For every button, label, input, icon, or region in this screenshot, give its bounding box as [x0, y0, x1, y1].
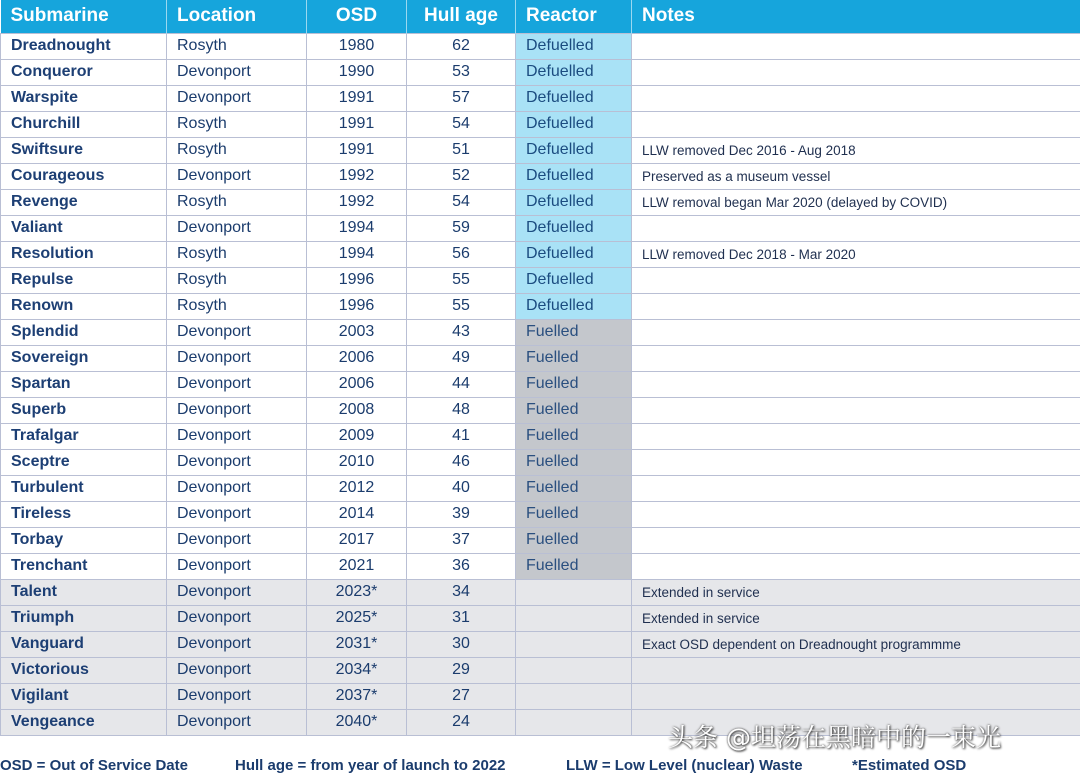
cell-location: Devonport [167, 579, 307, 605]
table-row [1, 579, 1080, 605]
cell-location: Devonport [167, 59, 307, 85]
cell-reactor: Fuelled [516, 501, 632, 527]
cell-submarine: Resolution [1, 241, 167, 267]
cell-osd: 2009 [307, 423, 407, 449]
cell-hull-age: 52 [407, 163, 516, 189]
cell-reactor [516, 605, 632, 631]
table-row [1, 137, 1080, 163]
cell-submarine: Turbulent [1, 475, 167, 501]
cell-reactor: Defuelled [516, 59, 632, 85]
cell-hull-age: 40 [407, 475, 516, 501]
table-row [1, 33, 1080, 59]
cell-osd: 1991 [307, 111, 407, 137]
legend [0, 756, 1080, 774]
cell-submarine: Victorious [1, 657, 167, 683]
table-row [1, 111, 1080, 137]
table-body [1, 33, 1080, 735]
table-row [1, 319, 1080, 345]
cell-hull-age: 53 [407, 59, 516, 85]
cell-notes [632, 657, 1080, 683]
table-row [1, 449, 1080, 475]
cell-osd: 1980 [307, 33, 407, 59]
cell-reactor: Fuelled [516, 397, 632, 423]
table-row [1, 605, 1080, 631]
cell-location: Rosyth [167, 189, 307, 215]
header-location: Location [167, 0, 307, 33]
cell-notes [632, 267, 1080, 293]
cell-submarine: Talent [1, 579, 167, 605]
cell-osd: 2017 [307, 527, 407, 553]
cell-reactor: Defuelled [516, 189, 632, 215]
header-osd: OSD [307, 0, 407, 33]
cell-submarine: Valiant [1, 215, 167, 241]
table-row [1, 267, 1080, 293]
table-row [1, 215, 1080, 241]
cell-notes [632, 449, 1080, 475]
cell-reactor: Defuelled [516, 85, 632, 111]
cell-hull-age: 46 [407, 449, 516, 475]
cell-location: Rosyth [167, 137, 307, 163]
cell-notes: LLW removal began Mar 2020 (delayed by COVID) [632, 189, 1080, 215]
cell-hull-age: 48 [407, 397, 516, 423]
cell-hull-age: 31 [407, 605, 516, 631]
cell-location: Devonport [167, 215, 307, 241]
cell-osd: 2040* [307, 709, 407, 735]
cell-reactor: Defuelled [516, 137, 632, 163]
table-row [1, 85, 1080, 111]
cell-osd: 1991 [307, 137, 407, 163]
cell-submarine: Torbay [1, 527, 167, 553]
cell-location: Devonport [167, 163, 307, 189]
cell-osd: 2003 [307, 319, 407, 345]
cell-submarine: Vigilant [1, 683, 167, 709]
cell-osd: 1990 [307, 59, 407, 85]
table-row [1, 631, 1080, 657]
cell-location: Devonport [167, 709, 307, 735]
cell-reactor: Fuelled [516, 423, 632, 449]
cell-osd: 2006 [307, 345, 407, 371]
cell-submarine: Tireless [1, 501, 167, 527]
cell-notes: LLW removed Dec 2018 - Mar 2020 [632, 241, 1080, 267]
cell-osd: 2008 [307, 397, 407, 423]
cell-location: Devonport [167, 683, 307, 709]
cell-submarine: Sceptre [1, 449, 167, 475]
cell-osd: 1994 [307, 241, 407, 267]
cell-reactor: Fuelled [516, 319, 632, 345]
cell-osd: 2006 [307, 371, 407, 397]
table-row [1, 241, 1080, 267]
table-row [1, 527, 1080, 553]
cell-notes [632, 111, 1080, 137]
table-row [1, 345, 1080, 371]
cell-reactor: Fuelled [516, 345, 632, 371]
cell-hull-age: 51 [407, 137, 516, 163]
cell-submarine: Warspite [1, 85, 167, 111]
cell-notes [632, 345, 1080, 371]
cell-notes [632, 475, 1080, 501]
cell-notes [632, 215, 1080, 241]
cell-reactor: Defuelled [516, 215, 632, 241]
cell-notes: Preserved as a museum vessel [632, 163, 1080, 189]
cell-notes [632, 319, 1080, 345]
cell-reactor: Fuelled [516, 449, 632, 475]
cell-location: Devonport [167, 553, 307, 579]
cell-osd: 1991 [307, 85, 407, 111]
legend-osd: OSD = Out of Service Date [0, 757, 188, 774]
table-row [1, 423, 1080, 449]
table-row [1, 475, 1080, 501]
cell-notes [632, 33, 1080, 59]
cell-submarine: Renown [1, 293, 167, 319]
cell-submarine: Superb [1, 397, 167, 423]
cell-notes: LLW removed Dec 2016 - Aug 2018 [632, 137, 1080, 163]
cell-location: Devonport [167, 423, 307, 449]
cell-osd: 1992 [307, 163, 407, 189]
cell-submarine: Vanguard [1, 631, 167, 657]
cell-reactor: Defuelled [516, 111, 632, 137]
cell-reactor [516, 579, 632, 605]
cell-location: Devonport [167, 605, 307, 631]
cell-osd: 2014 [307, 501, 407, 527]
legend-hull-age: Hull age = from year of launch to 2022 [235, 757, 506, 774]
cell-hull-age: 24 [407, 709, 516, 735]
cell-osd: 2010 [307, 449, 407, 475]
cell-reactor: Defuelled [516, 163, 632, 189]
cell-reactor [516, 683, 632, 709]
cell-location: Devonport [167, 475, 307, 501]
legend-estimated: *Estimated OSD [852, 757, 967, 774]
header-hull-age: Hull age [407, 0, 516, 33]
cell-submarine: Sovereign [1, 345, 167, 371]
cell-submarine: Conqueror [1, 59, 167, 85]
table-row [1, 59, 1080, 85]
cell-osd: 2012 [307, 475, 407, 501]
table-row [1, 683, 1080, 709]
table-row [1, 163, 1080, 189]
cell-submarine: Vengeance [1, 709, 167, 735]
cell-location: Devonport [167, 345, 307, 371]
cell-hull-age: 44 [407, 371, 516, 397]
table-row [1, 657, 1080, 683]
cell-notes [632, 501, 1080, 527]
cell-location: Devonport [167, 85, 307, 111]
table-row [1, 189, 1080, 215]
cell-hull-age: 62 [407, 33, 516, 59]
cell-hull-age: 54 [407, 111, 516, 137]
cell-hull-age: 43 [407, 319, 516, 345]
cell-osd: 2025* [307, 605, 407, 631]
cell-notes [632, 527, 1080, 553]
cell-reactor: Fuelled [516, 527, 632, 553]
cell-osd: 2023* [307, 579, 407, 605]
cell-submarine: Swiftsure [1, 137, 167, 163]
cell-reactor [516, 657, 632, 683]
cell-notes [632, 423, 1080, 449]
table-row [1, 397, 1080, 423]
cell-hull-age: 34 [407, 579, 516, 605]
cell-submarine: Dreadnought [1, 33, 167, 59]
cell-location: Rosyth [167, 33, 307, 59]
cell-reactor: Defuelled [516, 241, 632, 267]
cell-location: Rosyth [167, 111, 307, 137]
cell-notes [632, 683, 1080, 709]
cell-reactor: Defuelled [516, 33, 632, 59]
cell-notes [632, 397, 1080, 423]
watermark: 头条 @坦荡在黑暗中的一束光 [668, 723, 1001, 752]
cell-submarine: Repulse [1, 267, 167, 293]
cell-reactor [516, 631, 632, 657]
table-row [1, 293, 1080, 319]
cell-submarine: Triumph [1, 605, 167, 631]
cell-osd: 1996 [307, 293, 407, 319]
cell-hull-age: 59 [407, 215, 516, 241]
cell-osd: 1994 [307, 215, 407, 241]
cell-location: Devonport [167, 527, 307, 553]
cell-reactor: Fuelled [516, 553, 632, 579]
cell-reactor: Fuelled [516, 475, 632, 501]
cell-notes: Extended in service [632, 579, 1080, 605]
header-notes: Notes [632, 0, 1080, 33]
cell-notes [632, 59, 1080, 85]
cell-hull-age: 41 [407, 423, 516, 449]
cell-submarine: Trafalgar [1, 423, 167, 449]
cell-location: Devonport [167, 449, 307, 475]
cell-hull-age: 39 [407, 501, 516, 527]
cell-reactor: Fuelled [516, 371, 632, 397]
cell-location: Rosyth [167, 293, 307, 319]
cell-osd: 2021 [307, 553, 407, 579]
cell-notes [632, 85, 1080, 111]
cell-reactor [516, 709, 632, 735]
cell-hull-age: 49 [407, 345, 516, 371]
cell-location: Devonport [167, 319, 307, 345]
cell-hull-age: 55 [407, 267, 516, 293]
cell-hull-age: 27 [407, 683, 516, 709]
cell-location: Rosyth [167, 267, 307, 293]
table-row [1, 501, 1080, 527]
cell-notes: Extended in service [632, 605, 1080, 631]
cell-location: Devonport [167, 657, 307, 683]
header-reactor: Reactor [516, 0, 632, 33]
cell-submarine: Spartan [1, 371, 167, 397]
cell-location: Devonport [167, 631, 307, 657]
cell-reactor: Defuelled [516, 267, 632, 293]
cell-osd: 1996 [307, 267, 407, 293]
cell-hull-age: 30 [407, 631, 516, 657]
cell-hull-age: 54 [407, 189, 516, 215]
cell-location: Rosyth [167, 241, 307, 267]
cell-submarine: Splendid [1, 319, 167, 345]
cell-location: Devonport [167, 371, 307, 397]
legend-llw: LLW = Low Level (nuclear) Waste [566, 757, 803, 774]
cell-hull-age: 57 [407, 85, 516, 111]
cell-osd: 2034* [307, 657, 407, 683]
cell-hull-age: 29 [407, 657, 516, 683]
table-header [1, 0, 1080, 33]
cell-hull-age: 56 [407, 241, 516, 267]
table-row [1, 553, 1080, 579]
cell-notes [632, 293, 1080, 319]
cell-osd: 2037* [307, 683, 407, 709]
cell-submarine: Churchill [1, 111, 167, 137]
table-row [1, 371, 1080, 397]
cell-location: Devonport [167, 501, 307, 527]
cell-notes [632, 371, 1080, 397]
cell-hull-age: 36 [407, 553, 516, 579]
cell-hull-age: 55 [407, 293, 516, 319]
cell-reactor: Defuelled [516, 293, 632, 319]
cell-hull-age: 37 [407, 527, 516, 553]
cell-submarine: Trenchant [1, 553, 167, 579]
cell-osd: 1992 [307, 189, 407, 215]
cell-notes: Exact OSD dependent on Dreadnought programmme [632, 631, 1080, 657]
cell-location: Devonport [167, 397, 307, 423]
header-submarine: Submarine [1, 0, 167, 33]
cell-osd: 2031* [307, 631, 407, 657]
cell-submarine: Courageous [1, 163, 167, 189]
cell-notes [632, 553, 1080, 579]
cell-submarine: Revenge [1, 189, 167, 215]
